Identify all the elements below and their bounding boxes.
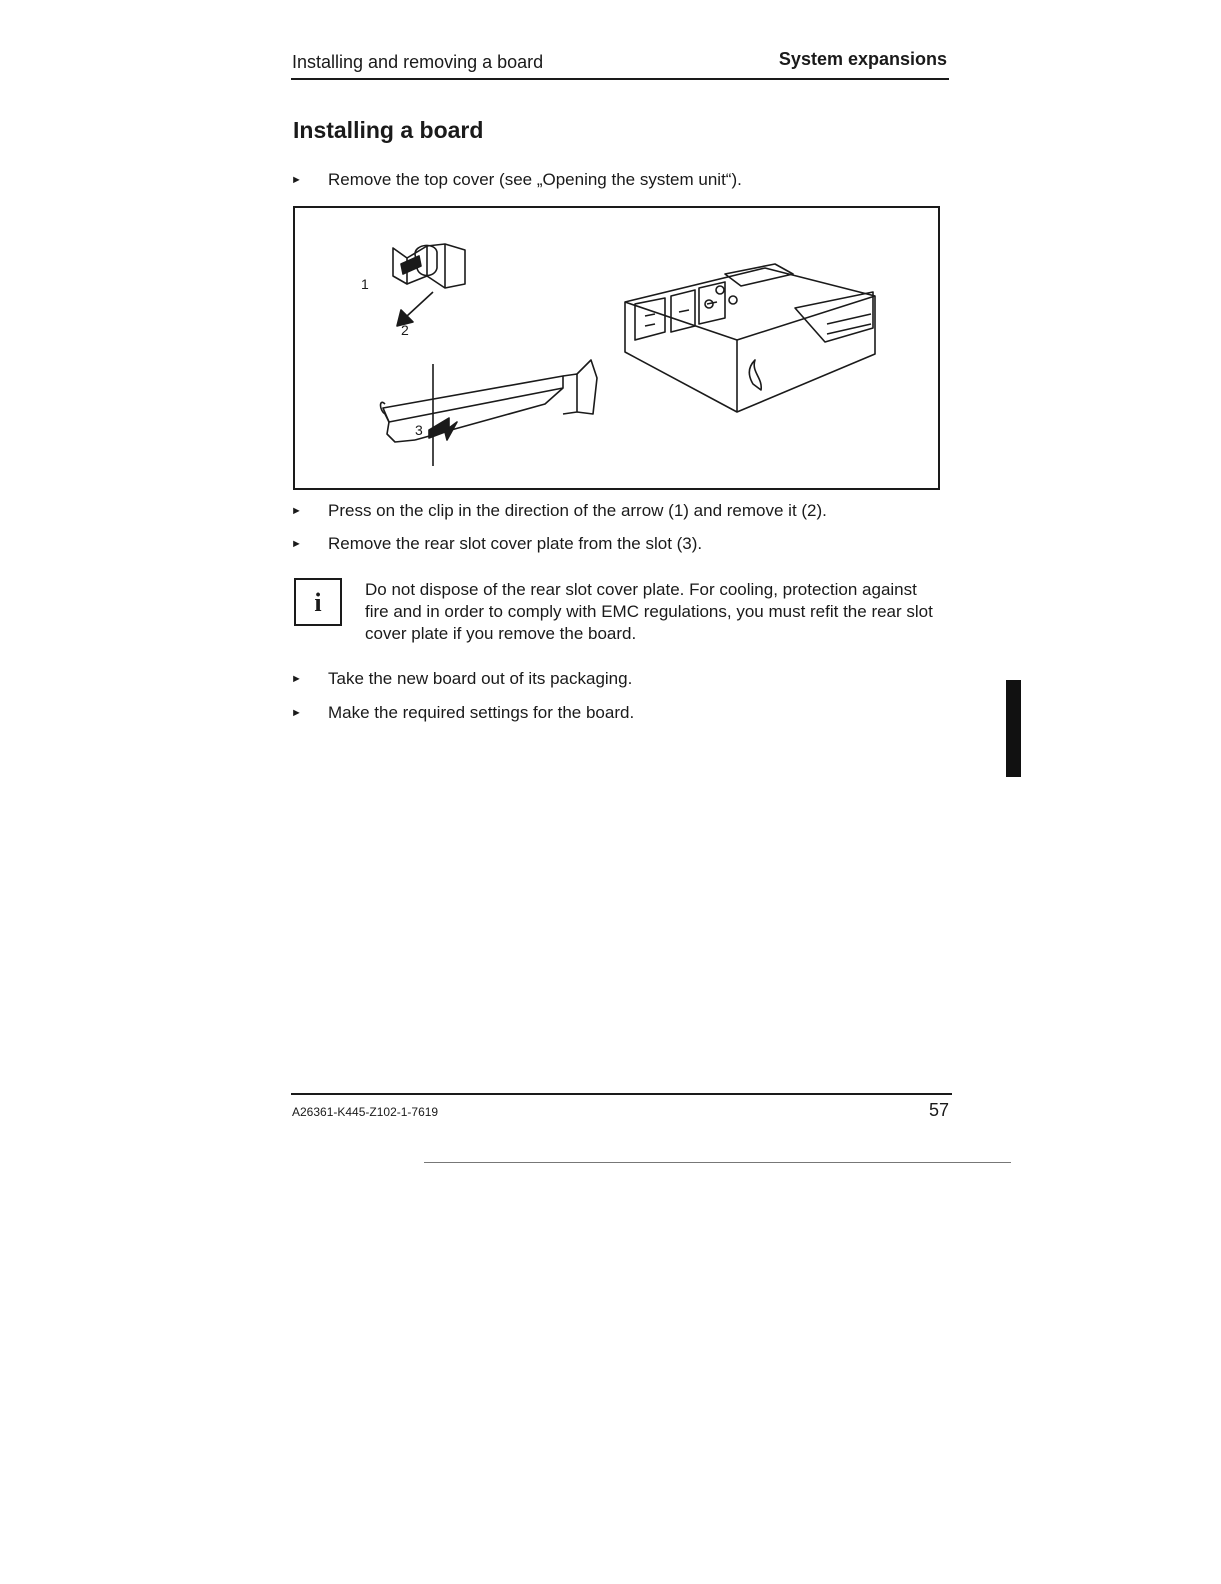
- scan-artifact-line: [424, 1162, 1011, 1163]
- bullet-arrow-icon: ►: [291, 707, 302, 719]
- bullet-arrow-icon: ►: [291, 174, 302, 186]
- step-text: Take the new board out of its packaging.: [328, 669, 633, 688]
- installation-figure: [293, 206, 940, 490]
- document-number: A26361-K445-Z102-1-7619: [292, 1105, 439, 1119]
- page-number: 57: [928, 1100, 949, 1120]
- chassis-drawing: [625, 264, 875, 412]
- bullet-arrow-icon: ►: [291, 538, 302, 550]
- bullet-arrow-icon: ►: [291, 505, 302, 517]
- step-text: Press on the clip in the direction of the arrow (1) and remove it (2).: [328, 501, 827, 520]
- page-title: Installing a board: [293, 117, 484, 143]
- step-text: Make the required settings for the board.: [328, 703, 635, 722]
- step-unpack-board: [291, 669, 632, 689]
- slot-cover-drawing: [381, 360, 598, 466]
- info-note-text: Do not dispose of the rear slot cover plate. For cooling, protection against fire and in order to comply with EMC regulations, you must refit the rear slot cover plate if you remove the board.: [365, 580, 933, 643]
- step-remove-slot-cover: [291, 534, 702, 554]
- footer-rule: [291, 1093, 952, 1095]
- step-text: Remove the top cover (see „Opening the system unit“).: [328, 170, 742, 189]
- info-icon: i: [294, 578, 342, 626]
- figure-label-2: 2: [401, 322, 409, 338]
- arrow-2-drawing: [397, 292, 433, 326]
- step-remove-cover: [291, 170, 742, 190]
- figure-illustration: [295, 208, 942, 492]
- figure-label-1: 1: [361, 276, 369, 292]
- chapter-thumb-tab: [1006, 680, 1021, 777]
- step-text: Remove the rear slot cover plate from the slot (3).: [328, 534, 703, 553]
- running-header-chapter: System expansions: [778, 49, 947, 69]
- step-press-clip: [291, 501, 827, 521]
- figure-label-3: 3: [415, 422, 423, 438]
- bullet-arrow-icon: ►: [291, 673, 302, 685]
- running-header-section: Installing and removing a board: [292, 52, 544, 72]
- header-rule: [291, 78, 949, 80]
- clip-drawing: [393, 244, 465, 288]
- step-board-settings: [291, 703, 634, 723]
